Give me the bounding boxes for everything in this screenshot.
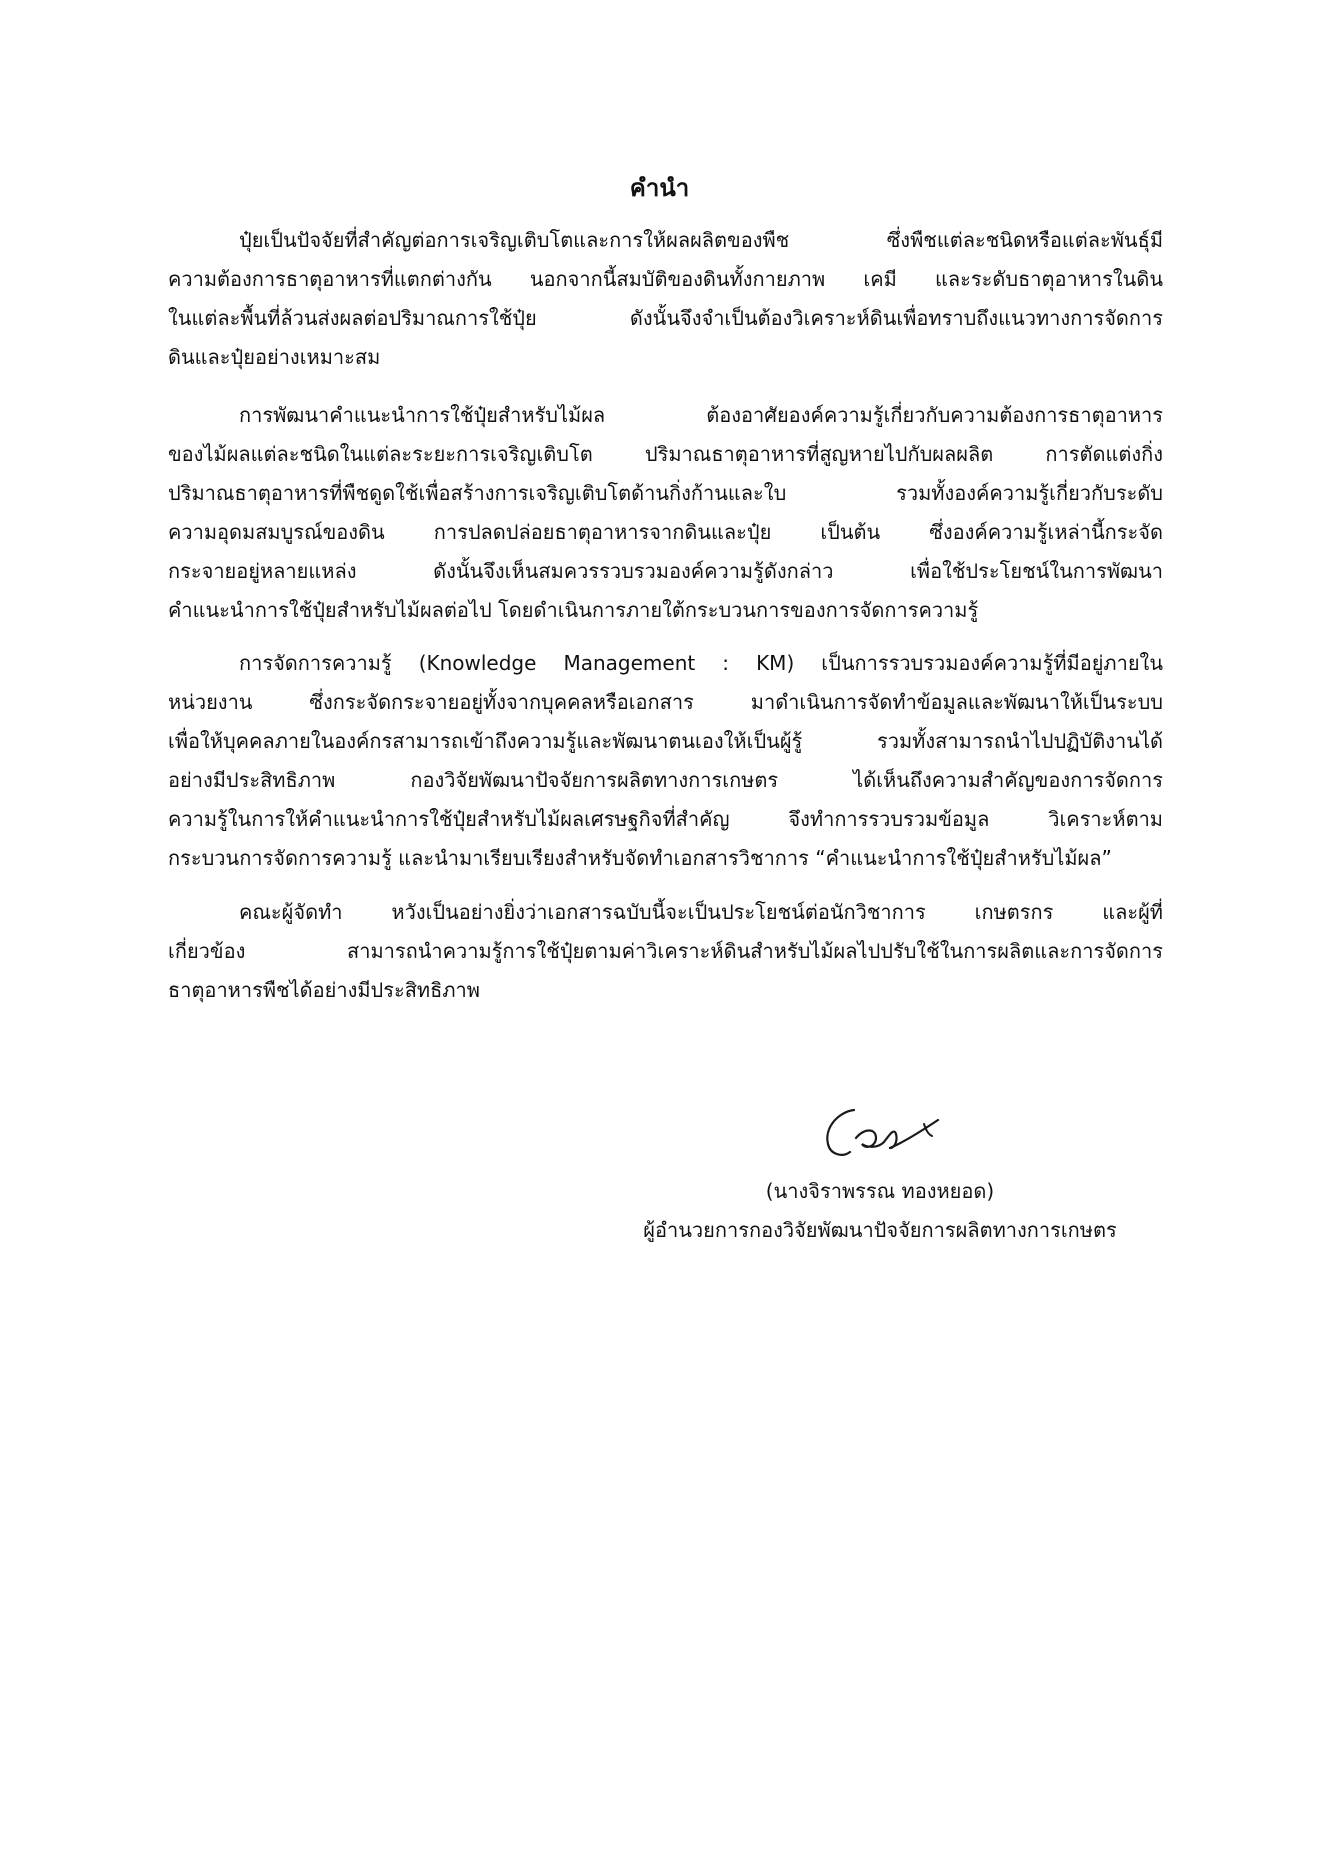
signatory-name: (นางจิราพรรณ ทองหยอด) [765,1179,995,1203]
paragraph-line: คณะผู้จัดทำ หวังเป็นอย่างยิ่งว่าเอกสารฉบับนี้จะเป็นประโยชน์ต่อนักวิชาการ เกษตรกร และผู้ที่ [239,900,1163,924]
signature-block [600,1172,1160,1250]
paragraph-line: ธาตุอาหารพืชได้อย่างมีประสิทธิภาพ [168,978,480,1002]
paragraph-line: คำแนะนำการใช้ปุ๋ยสำหรับไม้ผลต่อไป โดยดำเนินการภายใต้กระบวนการของการจัดการความรู้ [168,598,979,622]
paragraph-line: อย่างมีประสิทธิภาพ กองวิจัยพัฒนาปัจจัยการผลิตทางการเกษตร ได้เห็นถึงความสำคัญของการจัดการ [168,768,1163,792]
paragraph-line: กระบวนการจัดการความรู้ และนำมาเรียบเรียงสำหรับจัดทำเอกสารวิชาการ “คำแนะนำการใช้ปุ๋ยสำหรับไม้ผล” [168,846,1112,870]
paragraph-line: ในแต่ละพื้นที่ล้วนส่งผลต่อปริมาณการใช้ปุ๋ย ดังนั้นจึงจำเป็นต้องวิเคราะห์ดินเพื่อทราบถึงแนวทางการจัดการ [168,306,1163,330]
signatory-position: ผู้อำนวยการกองวิจัยพัฒนาปัจจัยการผลิตทางการเกษตร [643,1218,1117,1242]
paragraph-line: ปริมาณธาตุอาหารที่พืชดูดใช้เพื่อสร้างการเจริญเติบโตด้านกิ่งก้านและใบ รวมทั้งองค์ความรู้เกี่ยวกับระดับ [168,481,1163,505]
paragraph-line: เพื่อให้บุคคลภายในองค์กรสามารถเข้าถึงความรู้และพัฒนาตนเองให้เป็นผู้รู้ รวมทั้งสามารถนำไปปฏิบัติงานได้ [168,729,1163,753]
paragraph-line: การพัฒนาคำแนะนำการใช้ปุ๋ยสำหรับไม้ผล ต้องอาศัยองค์ความรู้เกี่ยวกับความต้องการธาตุอาหาร [239,403,1163,427]
paragraph-line: กระจายอยู่หลายแหล่ง ดังนั้นจึงเห็นสมควรรวบรวมองค์ความรู้ดังกล่าว เพื่อใช้ประโยชน์ในการพัฒนา [168,559,1163,583]
paragraph-line: เกี่ยวข้อง สามารถนำความรู้การใช้ปุ๋ยตามค่าวิเคราะห์ดินสำหรับไม้ผลไปปรับใช้ในการผลิตและการจัดการ [168,939,1163,963]
handwritten-signature [820,1098,950,1168]
paragraph-4 [168,893,1163,1010]
paragraph-line: ความต้องการธาตุอาหารที่แตกต่างกัน นอกจากนี้สมบัติของดินทั้งกายภาพ เคมี และระดับธาตุอาหารในดิน [168,267,1163,291]
paragraph-line: ของไม้ผลแต่ละชนิดในแต่ละระยะการเจริญเติบโต ปริมาณธาตุอาหารที่สูญหายไปกับผลผลิต การตัดแต่งกิ่ง [168,442,1163,466]
paragraph-line: ดินและปุ๋ยอย่างเหมาะสม [168,345,381,369]
paragraph-line: ความรู้ในการให้คำแนะนำการใช้ปุ๋ยสำหรับไม้ผลเศรษฐกิจที่สำคัญ จึงทำการรวบรวมข้อมูล วิเคราะห์ตาม [168,807,1163,831]
paragraph-line: การจัดการความรู้ (Knowledge Management : KM) เป็นการรวบรวมองค์ความรู้ที่มีอยู่ภายใน [239,651,1163,675]
paragraph-1 [168,221,1163,377]
paragraph-line: หน่วยงาน ซึ่งกระจัดกระจายอยู่ทั้งจากบุคคลหรือเอกสาร มาดำเนินการจัดทำข้อมูลและพัฒนาให้เป็นระบบ [168,690,1163,714]
paragraph-line: ปุ๋ยเป็นปัจจัยที่สำคัญต่อการเจริญเติบโตและการให้ผลผลิตของพืช ซึ่งพืชแต่ละชนิดหรือแต่ละพันธุ์มี [239,228,1163,252]
paragraph-3 [168,644,1163,878]
paragraph-2 [168,396,1163,630]
paragraph-line: ความอุดมสมบูรณ์ของดิน การปลดปล่อยธาตุอาหารจากดินและปุ๋ย เป็นต้น ซึ่งองค์ความรู้เหล่านี้กระจัด [168,520,1163,544]
page-title: คำนำ [629,174,690,202]
